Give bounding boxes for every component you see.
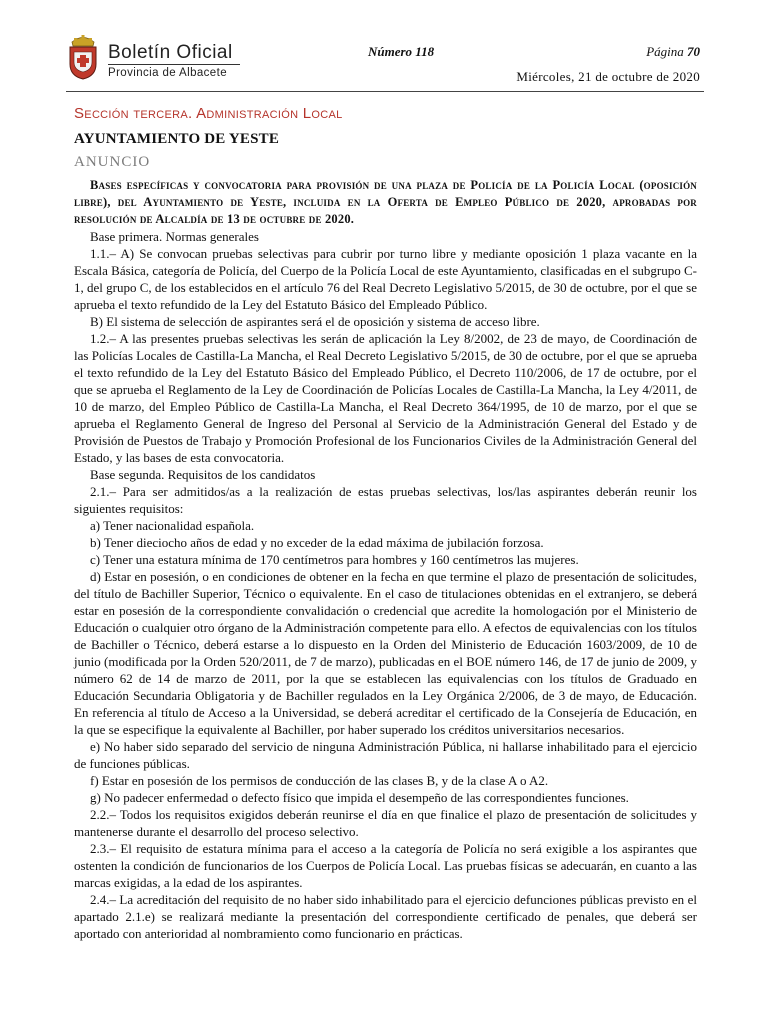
page-number-value: 70	[687, 44, 700, 59]
publication-date: Miércoles, 21 de octubre de 2020	[516, 69, 700, 84]
document-body	[74, 177, 697, 942]
paragraph: f) Estar en posesión de los permisos de conducción de las clases B, y de la clase A o A2.	[90, 773, 549, 788]
paragraph: Base segunda. Requisitos de los candidatos	[90, 467, 316, 482]
paragraph: B) El sistema de selección de aspirantes será el de oposición y sistema de acceso libre.	[90, 314, 540, 329]
paragraph: 1.2.– A las presentes pruebas selectivas les serán de aplicación la Ley 8/2002, de 23 de mayo, de Coordinación de las Policías Locales de Castilla-La Mancha, el Real Decreto Legislativo 5/2015, de 30 de octubre, por el que se aprueba el texto refundido de la Ley del Estatuto Básico del Empleado Público, el Decreto 110/2006, de 17 de octubre, por el que se aprueba el Reglamento de la Ley de Coordinación de Policías Locales de Castilla-La Mancha, la Ley 4/2011, de 10 de marzo, del Empleo Público de Castilla-La Mancha, el Real Decreto 364/1995, de 10 de marzo, por el que se aprueba el Reglamento General de Ingreso del Personal al Servicio de la Administración General del Estado y de Provisión de Puestos de Trabajo y Promoción Profesional de los Funcionarios Civiles de la Administración General del Estado, y las bases de esta convocatoria.	[74, 331, 697, 465]
paragraph: 2.1.– Para ser admitidos/as a la realización de estas pruebas selectivas, los/las aspirantes deberán reunir los siguientes requisitos:	[74, 484, 697, 516]
paragraph: 1.1.– A) Se convocan pruebas selectivas para cubrir por turno libre y mediante oposición 1 plaza vacante en la Escala Básica, categoría de Policía, del Cuerpo de la Policía Local de este Ayuntamiento, clasificadas en el subgrupo C-1, del grupo C, de los establecidos en el artículo 76 del Real Decreto Legislativo 5/2015, de 30 de octubre, por el que se aprueba el texto refundido de la Ley del Estatuto Básico del Empleado Público.	[74, 246, 697, 312]
publication-title: Boletín Oficial	[108, 42, 233, 63]
organization-name: AYUNTAMIENTO DE YESTE	[74, 131, 280, 147]
header-divider	[66, 91, 704, 92]
coat-of-arms-icon	[66, 34, 100, 80]
announcement-title: Bases específicas y convocatoria para provisión de una plaza de Policía de la Policía Local (oposición libre), del Ayuntamiento de Yeste, incluida en la Oferta de Empleo Público de 2020, aprobadas por resolución de Alcaldía de 13 de octubre de 2020.	[74, 178, 697, 226]
page-header	[0, 0, 770, 100]
paragraph: g) No padecer enfermedad o defecto físico que impida el desempeño de las correspondientes funciones.	[90, 790, 629, 805]
publication-title-rule	[108, 64, 240, 65]
paragraph: Base primera. Normas generales	[90, 229, 259, 244]
paragraph: 2.4.– La acreditación del requisito de no haber sido inhabilitado para el ejercicio defunciones públicas previsto en el apartado 2.1.e) se realizará mediante la presentación del correspondiente certificado de penales, que deberá ser aportado con anterioridad al nombramiento como funcionario en prácticas.	[74, 892, 697, 941]
paragraph: c) Tener una estatura mínima de 170 centímetros para hombres y 160 centímetros las mujeres.	[90, 552, 579, 567]
page-label: Página	[646, 44, 684, 59]
document-type: ANUNCIO	[74, 154, 151, 170]
issue-number: Número 118	[368, 44, 435, 59]
page-number	[646, 44, 700, 60]
paragraph: d) Estar en posesión, o en condiciones de obtener en la fecha en que termine el plazo de presentación de solicitudes, del título de Bachiller Superior, Técnico o equivalente. En el caso de titulaciones obtenidas en el extranjero, se deberá estar en posesión de la correspondiente convalidación o credencial que acredite la homologación por el Ministerio de Educación o cualquier otro órgano de la Administración competente para ello. A efectos de equivalencias con los títulos de Bachiller o Técnico, deberá estarse a lo dispuesto en la Orden del Ministerio de Educación 1603/2009, de 10 de junio (modificada por la Orden 520/2011, de 7 de marzo), publicadas en el BOE número 146, de 17 de junio de 2009, y número 62 de 14 de marzo de 2011, por la que se establecen las equivalencias con los títulos de Graduado en Educación Secundaria Obligatoria y de Bachiller regulados en la Ley Orgánica 2/2006, de 3 de mayo, de Educación. En referencia al título de Acceso a la Universidad, se deberá acreditar el certificado de la Consejería de Educación, en la que se especifique la equivalente al Bachiller, por haber superado los créditos universitarios necesarios.	[74, 569, 697, 737]
paragraph: e) No haber sido separado del servicio de ninguna Administración Pública, ni hallarse inhabilitado para el ejercicio de funciones públicas.	[74, 739, 697, 771]
paragraph: 2.2.– Todos los requisitos exigidos deberán reunirse el día en que finalice el plazo de presentación de solicitudes y mantenerse durante el desarrollo del proceso selectivo.	[74, 807, 697, 839]
paragraph: a) Tener nacionalidad española.	[90, 518, 255, 533]
publication-subtitle: Provincia de Albacete	[108, 67, 227, 79]
paragraph: b) Tener dieciocho años de edad y no exceder de la edad máxima de jubilación forzosa.	[90, 535, 544, 550]
paragraph: 2.3.– El requisito de estatura mínima para el acceso a la categoría de Policía no será exigible a los aspirantes que ostenten la condición de funcionarios de los Cuerpos de Policía Local. Las pruebas físicas se adecuarán, en cuanto a las marcas exigidas, a la edad de los aspirantes.	[74, 841, 697, 890]
section-heading: Sección tercera. Administración Local	[74, 105, 343, 122]
